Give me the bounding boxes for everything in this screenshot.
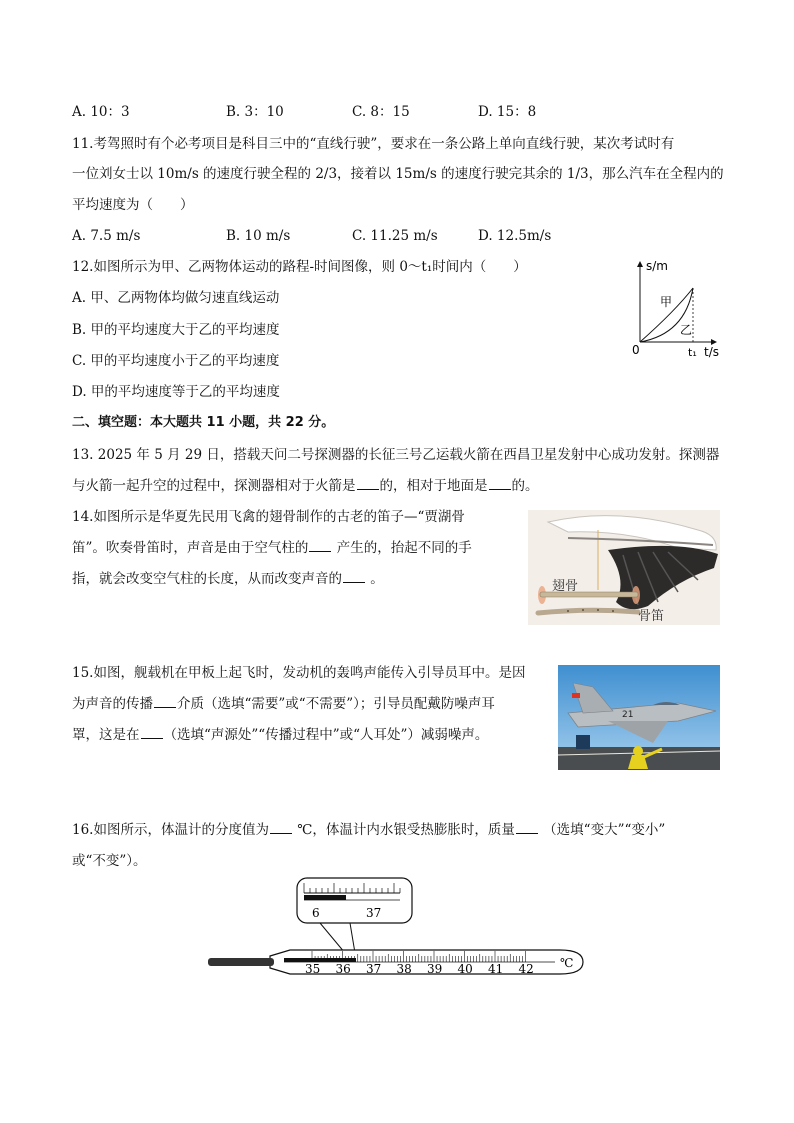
t1-label: t₁	[688, 346, 697, 359]
q13-line1: 13. 2025 年 5 月 29 日，搭载天问二号探测器的长征三号乙运载火箭在西昌卫星发射中心成功发射。探测器	[72, 447, 720, 463]
q14-blank-2[interactable]	[343, 570, 365, 583]
q14-text-a: 笛”。吹奏骨笛时，声音是由于空气柱的	[72, 540, 309, 556]
guide-helmet	[633, 746, 643, 756]
q14-line3	[72, 569, 384, 589]
scale-label: 38	[396, 962, 412, 976]
q13-blank-1[interactable]	[357, 477, 379, 490]
q14-blank-1[interactable]	[309, 539, 331, 552]
q10-option-c[interactable]: C. 8：15	[352, 104, 410, 120]
q14-text-d: 。	[366, 571, 384, 587]
scale-label: 35	[305, 962, 321, 976]
magnifier-label-6: 6	[312, 906, 320, 920]
magnifier-mercury	[304, 895, 346, 900]
q16-text-c: （选填“变大”“变小”	[538, 822, 666, 838]
x-axis-label: t/s	[704, 345, 719, 359]
q11-line3: 平均速度为（ ）	[72, 197, 194, 213]
scale-label: 39	[427, 962, 443, 976]
flag-icon	[572, 693, 580, 698]
yi-label: 乙	[680, 323, 693, 337]
q11-line2: 一位刘女士以 10m/s 的速度行驶全程的 2/3，接着以 15m/s 的速度行驶完其余的 1/3，那么汽车在全程内的	[72, 166, 724, 182]
q12-option-d[interactable]: D. 甲的平均速度等于乙的平均速度	[72, 384, 280, 400]
q16-text-a: 16.如图所示，体温计的分度值为	[72, 822, 269, 838]
magnifier-connector	[320, 923, 355, 953]
q11-option-d[interactable]: D. 12.5m/s	[478, 228, 552, 244]
scale-label: 40	[457, 962, 473, 976]
q10-option-d[interactable]: D. 15：8	[478, 104, 537, 120]
q12-option-a[interactable]: A. 甲、乙两物体均做匀速直线运动	[72, 290, 280, 306]
thermometer-figure	[200, 875, 590, 985]
q14-line1: 14.如图所示是华夏先民用飞禽的翅骨制作的古老的笛子—“贾湖骨	[72, 509, 465, 525]
q13-blank-2[interactable]	[489, 477, 511, 490]
q14-text-c: 指，就会改变空气柱的长度，从而改变声音的	[72, 571, 342, 587]
q16-line1	[72, 820, 665, 840]
magnifier-label-37: 37	[366, 906, 382, 920]
q11-option-c[interactable]: C. 11.25 m/s	[352, 228, 438, 244]
scale-label: 37	[366, 962, 382, 976]
q12-option-c[interactable]: C. 甲的平均速度小于乙的平均速度	[72, 353, 280, 369]
jia-label: 甲	[660, 295, 673, 309]
q16-line2: 或“不变”）。	[72, 853, 147, 869]
q12-stem: 12.如图所示为甲、乙两物体运动的路程-时间图像，则 0～t₁时间内（ ）	[72, 259, 527, 275]
origin-label: 0	[632, 343, 640, 357]
section-title: 二、填空题：本大题共 11 小题，共 22 分。	[72, 415, 335, 430]
q11-option-a[interactable]: A. 7.5 m/s	[72, 228, 141, 244]
q14-text-b: 产生的，抬起不同的手	[332, 540, 472, 556]
q12-option-b[interactable]: B. 甲的平均速度大于乙的平均速度	[72, 322, 280, 338]
y-axis-label: s/m	[646, 259, 668, 273]
q13-text-c: 的。	[511, 478, 539, 494]
q14-line2	[72, 538, 472, 558]
q16-blank-2[interactable]	[516, 821, 538, 834]
q15-line2	[72, 694, 495, 714]
q10-option-b[interactable]: B. 3：10	[226, 104, 284, 120]
bone-flute-figure	[528, 510, 720, 625]
q15-blank-1[interactable]	[154, 695, 176, 708]
q15-text-b: 介质（选填“需要”或“不需要”）；引导员配戴防噪声耳	[177, 696, 495, 712]
flute-hole	[597, 609, 599, 611]
q16-blank-1[interactable]	[270, 821, 292, 834]
s-t-graph	[620, 256, 730, 366]
scale-label: 36	[335, 962, 351, 976]
flute-hole	[567, 610, 569, 612]
celsius-unit: ℃	[560, 956, 574, 970]
bone-flute-label: 骨笛	[638, 609, 665, 624]
flute-hole	[612, 610, 614, 612]
q13-text-a: 与火箭一起升空的过程中，探测器相对于火箭是	[72, 478, 356, 494]
scale-label: 42	[518, 962, 534, 976]
q15-line1: 15.如图，舰载机在甲板上起飞时，发动机的轰鸣声能传入引导员耳中。是因	[72, 665, 526, 681]
landing-gear	[576, 735, 590, 749]
q15-text-c: 罩，这是在	[72, 727, 140, 743]
scale-label: 41	[488, 962, 504, 976]
flute-hole	[582, 609, 584, 611]
q11-line1: 11.考驾照时有个必考项目是科目三中的“直线行驶”，要求在一条公路上单向直线行驶，某次考试时有	[72, 136, 675, 152]
q13-line2	[72, 476, 539, 496]
q15-text-d: （选填“声源处”“传播过程中”或“人耳处”）减弱噪声。	[163, 727, 489, 743]
q15-line3	[72, 725, 488, 745]
carrier-jet-photo	[558, 665, 720, 770]
q15-text-a: 为声音的传播	[72, 696, 153, 712]
jet-number: 21	[622, 710, 634, 720]
q13-text-b: 的，相对于地面是	[379, 478, 488, 494]
q11-option-b[interactable]: B. 10 m/s	[226, 228, 291, 244]
mercury-bulb	[208, 958, 274, 966]
q16-text-b: ℃，体温计内水银受热膨胀时，质量	[292, 822, 515, 838]
q15-blank-2[interactable]	[141, 726, 163, 739]
flute-body	[538, 610, 638, 613]
q10-option-a[interactable]: A. 10：3	[72, 104, 130, 120]
wing-bone-label: 翅骨	[552, 579, 579, 594]
